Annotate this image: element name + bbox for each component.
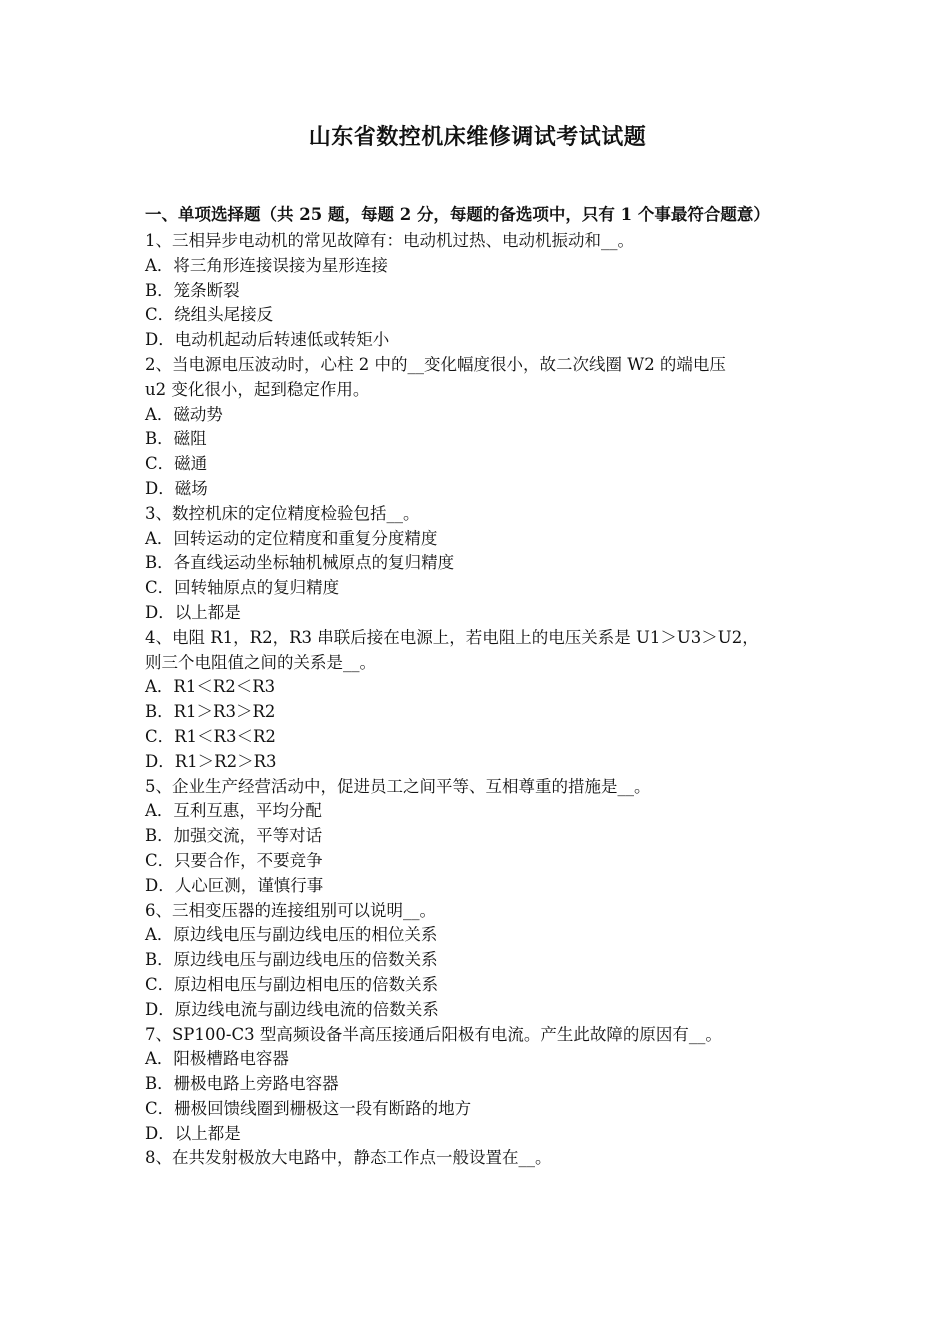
question-stem: 7、SP100-C3 型高频设备半高压接通后阳极有电流。产生此故障的原因有__。 <box>145 1024 722 1044</box>
answer-option: B．笼条断裂 <box>145 280 240 300</box>
answer-option: B．原边线电压与副边线电压的倍数关系 <box>145 950 438 970</box>
question-item <box>145 229 810 353</box>
answer-option: D．以上都是 <box>145 1123 241 1143</box>
answer-option: A．阳极槽路电容器 <box>145 1049 289 1069</box>
document-page <box>145 120 810 1171</box>
question-stem: 6、三相变压器的连接组别可以说明__。 <box>145 900 436 920</box>
answer-option: B．各直线运动坐标轴机械原点的复归精度 <box>145 553 455 573</box>
answer-option: D．人心叵测，谨慎行事 <box>145 875 324 895</box>
question-item <box>145 1023 810 1147</box>
question-list <box>145 229 810 1171</box>
section-heading: 一、单项选择题（共 25 题，每题 2 分，每题的备选项中，只有 1 个事最符合题意） <box>145 205 770 224</box>
question-item <box>145 502 810 626</box>
answer-option: B．加强交流，平等对话 <box>145 826 323 846</box>
answer-option: C．原边相电压与副边相电压的倍数关系 <box>145 974 439 994</box>
question-stem: u2 变化很小，起到稳定作用。 <box>145 379 370 399</box>
question-stem: 8、在共发射极放大电路中，静态工作点一般设置在__。 <box>145 1148 552 1168</box>
answer-option: B．磁阻 <box>145 429 207 449</box>
question-stem: 1、三相异步电动机的常见故障有：电动机过热、电动机振动和__。 <box>145 231 634 250</box>
question-stem: 2、当电源电压波动时，心柱 2 中的__变化幅度很小，故二次线圈 W2 的端电压 <box>145 354 726 374</box>
answer-option: D．电动机起动后转速低或转矩小 <box>145 330 390 350</box>
answer-option: D．原边线电流与副边线电流的倍数关系 <box>145 999 439 1019</box>
answer-option: D．磁场 <box>145 478 208 498</box>
answer-option: A．将三角形连接误接为星形连接 <box>145 255 388 275</box>
answer-option: B．R1＞R3＞R2 <box>145 702 276 722</box>
answer-option: C．只要合作，不要竞争 <box>145 850 323 870</box>
answer-option: A．回转运动的定位精度和重复分度精度 <box>145 528 438 548</box>
question-item <box>145 775 810 899</box>
answer-option: C．回转轴原点的复归精度 <box>145 578 340 598</box>
question-item <box>145 1146 810 1171</box>
question-stem: 4、电阻 R1，R2，R3 串联后接在电源上，若电阻上的电压关系是 U1＞U3＞U2， <box>145 627 759 647</box>
answer-option: C．磁通 <box>145 454 208 474</box>
answer-option: C．栅极回馈线圈到栅极这一段有断路的地方 <box>145 1098 472 1118</box>
answer-option: B．栅极电路上旁路电容器 <box>145 1074 339 1094</box>
document-title: 山东省数控机床维修调试考试试题 <box>308 124 647 150</box>
question-stem: 3、数控机床的定位精度检验包括__。 <box>145 503 420 523</box>
question-item <box>145 899 810 1023</box>
answer-option: D．R1＞R2＞R3 <box>145 751 277 771</box>
answer-option: A．互利互惠，平均分配 <box>145 801 322 821</box>
answer-option: D．以上都是 <box>145 602 241 622</box>
answer-option: A．磁动势 <box>145 404 223 424</box>
question-item <box>145 626 810 775</box>
question-item <box>145 353 810 502</box>
question-stem: 则三个电阻值之间的关系是__。 <box>145 652 376 672</box>
answer-option: A．原边线电压与副边线电压的相位关系 <box>145 925 438 945</box>
answer-option: A．R1＜R2＜R3 <box>145 677 276 697</box>
answer-option: C．绕组头尾接反 <box>145 305 274 325</box>
question-stem: 5、企业生产经营活动中，促进员工之间平等、互相尊重的措施是__。 <box>145 776 651 796</box>
answer-option: C．R1＜R3＜R2 <box>145 726 276 746</box>
